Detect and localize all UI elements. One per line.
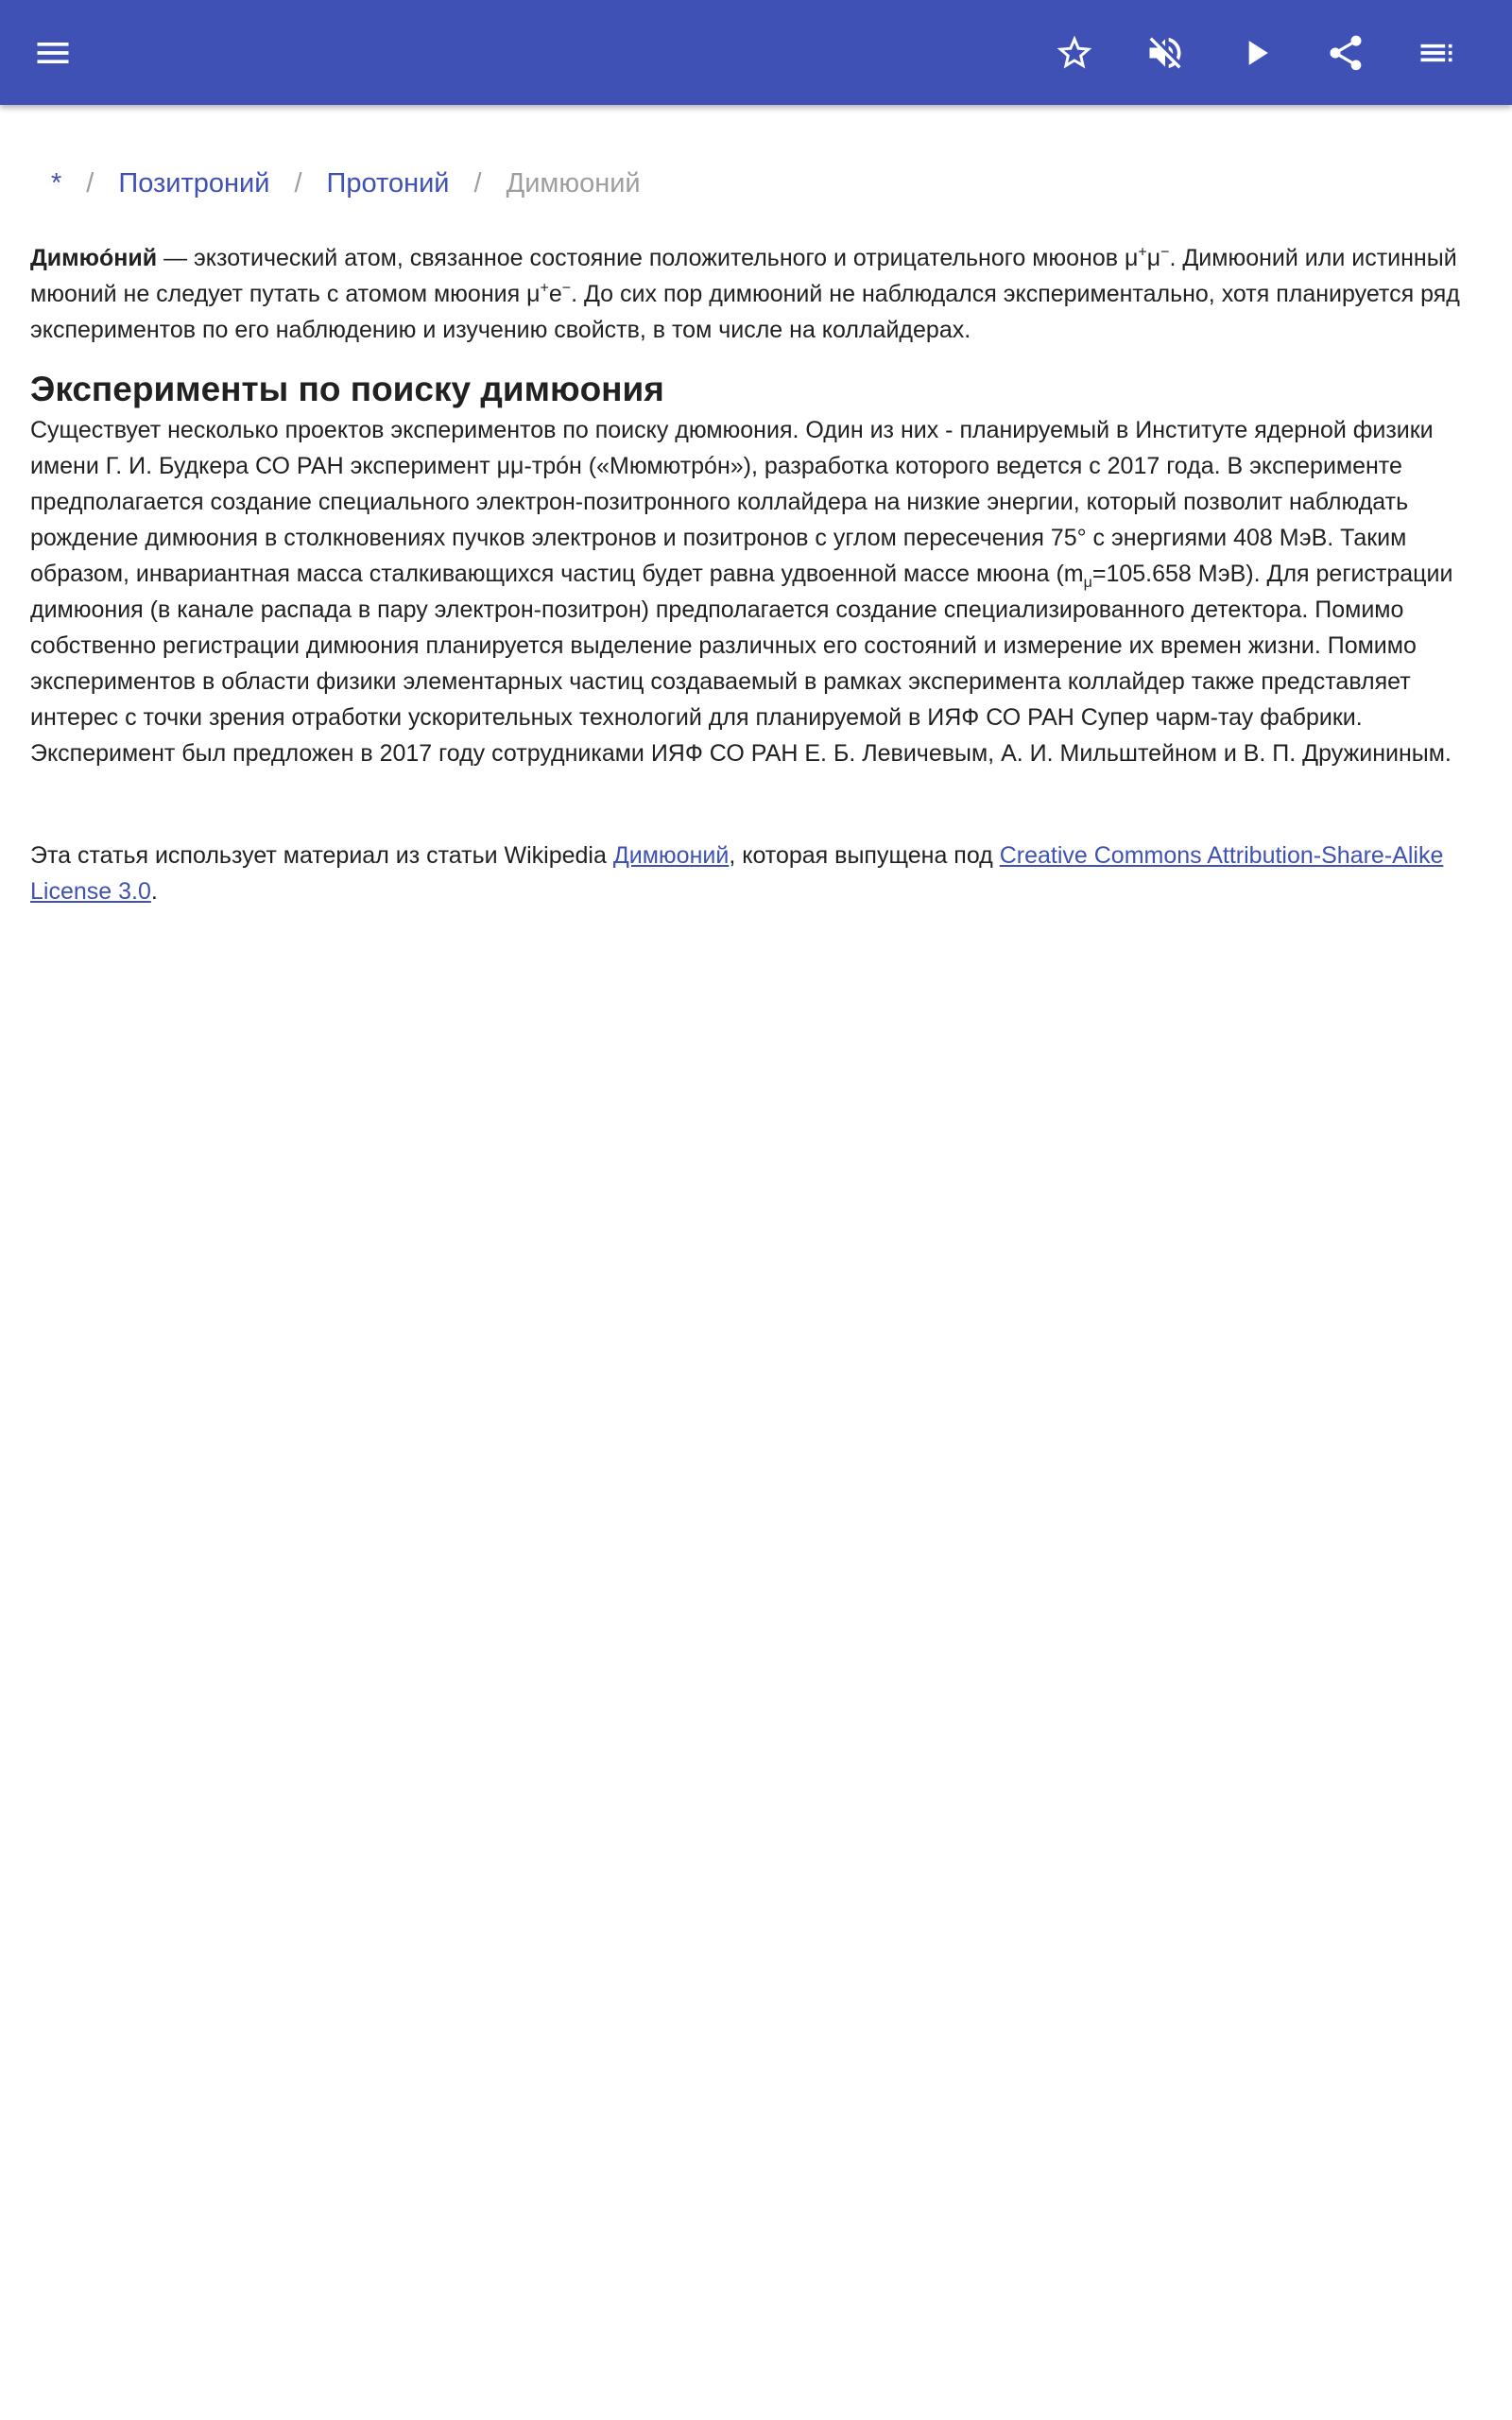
- share-icon[interactable]: [1322, 29, 1369, 77]
- breadcrumb-positronium[interactable]: Позитроний: [118, 168, 270, 199]
- playlist-icon[interactable]: [1413, 29, 1460, 77]
- footer-text: Эта статья использует материал из статьи Wikipedia: [30, 842, 613, 869]
- superscript: +: [1138, 244, 1147, 261]
- breadcrumb-separator: /: [294, 168, 302, 199]
- superscript: −: [1160, 244, 1170, 261]
- footer-text: .: [150, 878, 158, 905]
- article-content: [30, 240, 1486, 909]
- intro-paragraph: [30, 240, 1486, 348]
- breadcrumb-separator: /: [473, 168, 482, 199]
- section-paragraph: [30, 412, 1486, 771]
- wikipedia-article-link[interactable]: Димюоний: [612, 842, 730, 869]
- breadcrumb-home[interactable]: *: [51, 168, 62, 199]
- menu-icon[interactable]: [29, 29, 77, 77]
- intro-text: e: [548, 281, 562, 307]
- intro-text: . До сих пор димюоний не наблюдался экспериментально, хотя планируется ряд экспериментов по его наблюдению и изучению свойств, в том числе на коллайдерах.: [30, 281, 1460, 343]
- play-icon[interactable]: [1232, 29, 1280, 77]
- section-text: =105.658 МэВ). Для регистрации димюония (в канале распада в пару электрон-позитрон) предполагается создание специализированного детектора. Помимо собственно регистрации димюония планируется выделение различных его состояний и измерение их времен жизни. Помимо экспериментов в области физики элементарных частиц создаваемый в рамках эксперимента коллайдер также представляет интерес с точки зрения отработки ускорительных технологий для планируемой в ИЯФ СО РАН Супер чарм-тау фабрики. Эксперимент был предложен в 2017 году сотрудниками ИЯФ СО РАН Е. Б. Левичевым, А. И. Мильштейном и В. П. Дружининым.: [30, 561, 1453, 767]
- license-link[interactable]: Creative Commons Attribution-Share-Alike License 3.0: [30, 842, 1444, 905]
- intro-text: μ: [1146, 245, 1161, 271]
- subscript: μ: [1083, 575, 1092, 591]
- volume-off-icon[interactable]: [1142, 29, 1189, 77]
- breadcrumb: [51, 168, 641, 199]
- app-bar: [0, 0, 1512, 105]
- intro-text: — экзотический атом, связанное состояние положительного и отрицательного мюонов μ: [157, 245, 1139, 271]
- superscript: −: [561, 280, 572, 297]
- breadcrumb-protonium[interactable]: Протоний: [326, 168, 450, 199]
- breadcrumb-current: Димюоний: [506, 168, 641, 199]
- superscript: +: [540, 280, 549, 297]
- intro-text: . Димюоний или истинный мюоний не следует путать с атомом мюония μ: [30, 245, 1457, 307]
- section-heading: Эксперименты по поиску димюония: [30, 370, 664, 408]
- footer-text: , которая выпущена под: [729, 842, 1000, 869]
- license-footer: [30, 838, 1486, 909]
- article-term: Димюóний: [30, 245, 158, 271]
- section-text: Существует несколько проектов экспериментов по поиску дюмюония. Один из них - планируемый в Институте ядерной физики имени Г. И. Будкера СО РАН эксперимент μμ-трóн («Мюмютрóн»), разработка которого ведется с 2017 года. В эксперименте предполагается создание специального электрон-позитронного коллайдера на низкие энергии, который позволит наблюдать рождение димюония в столкновениях пучков электронов и позитронов с углом пересечения 75° с энергиями 408 МэВ. Таким образом, инвариантная масса сталкивающихся частиц будет равна удвоенной массе мюона (m: [30, 417, 1434, 587]
- star-icon[interactable]: [1051, 29, 1098, 77]
- breadcrumb-separator: /: [86, 168, 94, 199]
